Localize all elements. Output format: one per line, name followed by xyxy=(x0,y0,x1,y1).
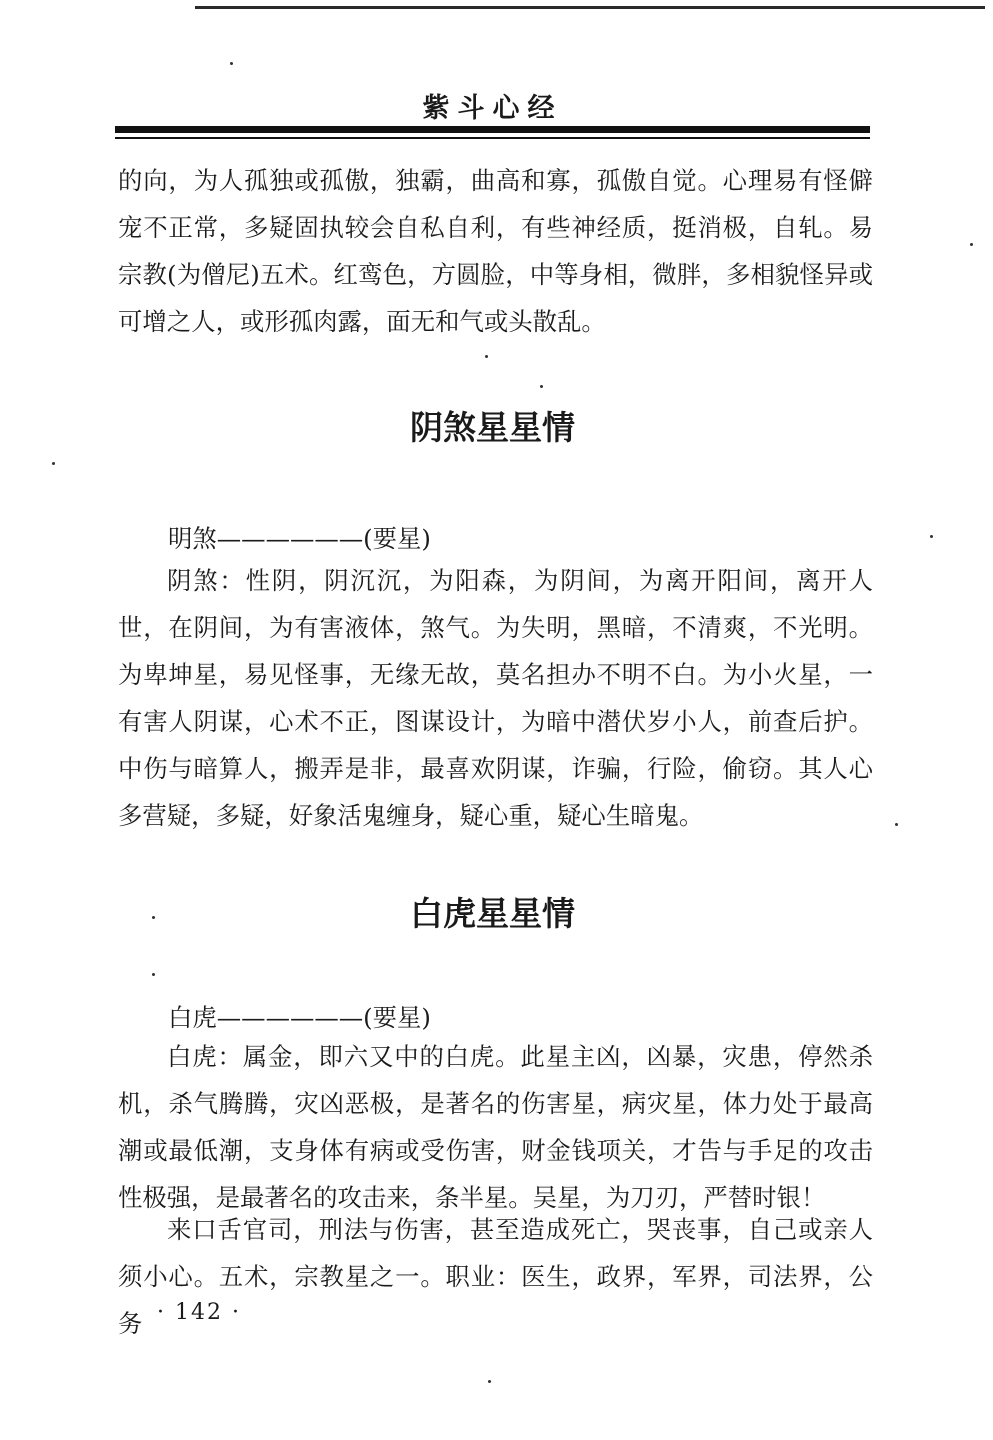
star-label-baihu: 白虎——————(要星) xyxy=(168,1003,431,1032)
scan-speck xyxy=(52,462,55,465)
header-rule-thick xyxy=(115,126,870,133)
scan-speck xyxy=(970,243,973,246)
baihu-paragraph-2: 来口舌官司，刑法与伤害，甚至造成死亡，哭丧事，自己或亲人须小心。五术，宗教星之一。职业：医生，政界，军界，司法界，公务 xyxy=(118,1215,873,1338)
scan-speck xyxy=(152,916,155,919)
top-border-line xyxy=(195,6,985,9)
scan-speck xyxy=(895,823,898,826)
page-number: · 142 · xyxy=(157,1300,241,1325)
scan-speck xyxy=(152,973,155,976)
running-header: 紫斗心经 xyxy=(422,93,563,124)
scan-speck xyxy=(485,355,488,358)
scan-speck xyxy=(540,385,543,388)
section-title-baihu: 白虎星星情 xyxy=(410,894,575,933)
star-label-mingsha: 明煞——————(要星) xyxy=(168,524,431,553)
yinsha-paragraph: 阴煞：性阴，阴沉沉，为阳森，为阴间，为离开阳间，离开人世，在阴间，为有害液体，煞气。为失明，黑暗，不清爽，不光明。为卑坤星，易见怪事，无缘无故，莫名担办不明不白。为小火星，一有害人阴谋，心术不正，图谋设计，为暗中潜伏岁小人，前查后护。中伤与暗算人，搬弄是非，最喜欢阴谋，诈骗，行险，偷窃。其人心多营疑，多疑，好象活鬼缠身，疑心重，疑心生暗鬼。 xyxy=(118,566,873,830)
baihu-paragraph-1: 白虎：属金，即六又中的白虎。此星主凶，凶暴，灾患，停然杀机，杀气腾腾，灾凶恶极，是著名的伤害星，病灾星，体力处于最高潮或最低潮，支身体有病或受伤害，财金钱项关，才告与手足的攻击性极强，是最著名的攻击来，条半星。吴星，为刀刃，严替时银！ xyxy=(118,1042,873,1212)
header-rule-thin xyxy=(115,137,870,139)
scan-speck xyxy=(488,1380,491,1383)
scan-speck xyxy=(230,62,233,65)
scan-speck xyxy=(930,535,933,538)
intro-paragraph: 的向，为人孤独或孤傲，独霸，曲高和寡，孤傲自觉。心理易有怪僻宠不正常，多疑固执较会自私自利，有些神经质，挺消极，自轧。易宗教(为僧尼)五术。红鸾色，方圆脸，中等身相，微胖，多相貌怪异或可增之人，或形孤肉露，面无和气或头散乱。 xyxy=(118,166,873,336)
section-title-yinsha: 阴煞星星情 xyxy=(410,408,575,447)
